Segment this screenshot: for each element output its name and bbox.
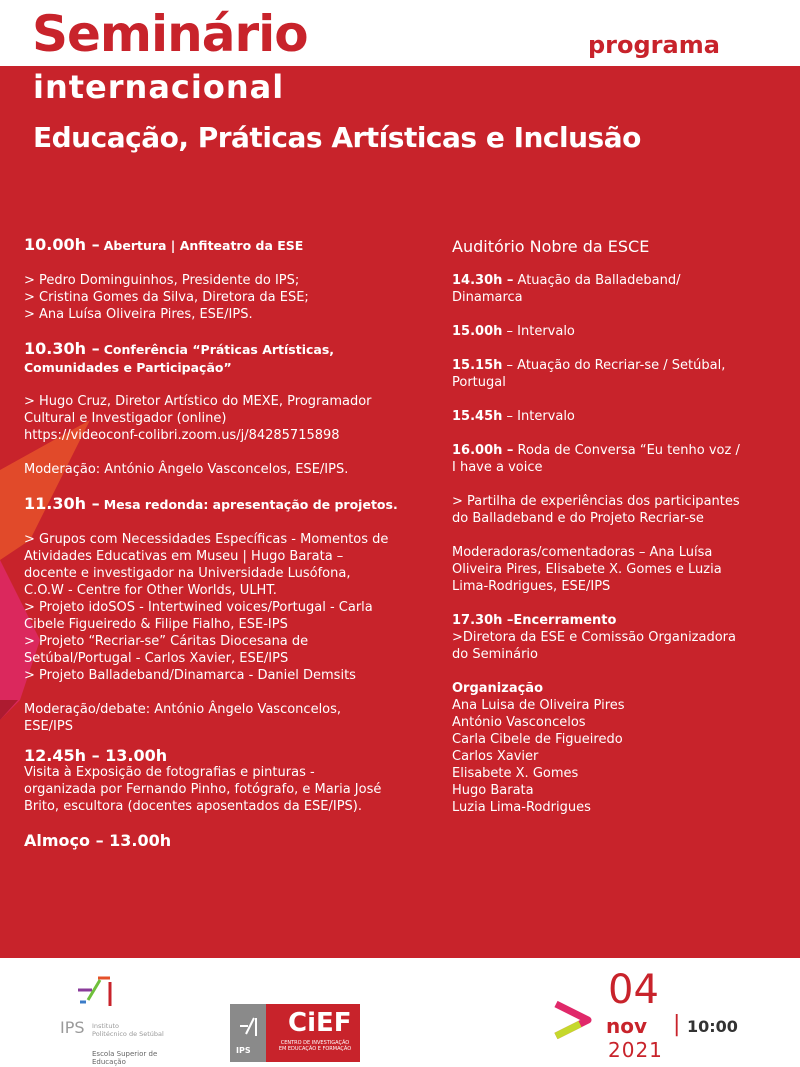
event-month: nov: [606, 1014, 648, 1038]
recriar-item: 15.15h – Atuação do Recriar-se / Setúbal,: [452, 358, 726, 373]
event-year: 2021: [608, 1038, 663, 1062]
event-hour: 10:00: [687, 1017, 738, 1036]
roundtable-line-6: Cibele Figueiredo & Filipe Fialho, ESE-IPS: [24, 617, 288, 632]
organizer-7: Luzia Lima-Rodrigues: [452, 800, 591, 815]
left-column: [24, 236, 420, 849]
moderators-line-3: Lima-Rodrigues, ESE/IPS: [452, 579, 611, 594]
cief-name: CiEF: [288, 1008, 352, 1038]
exhibition-line-3: Brito, escultora (docentes aposentados da ESE/IPS).: [24, 799, 363, 814]
conference-speaker-line-1: > Hugo Cruz, Diretor Artístico do MEXE, Programador: [24, 394, 372, 409]
program-label: programa: [588, 31, 720, 59]
sharing-line-2: do Balladeband e do Projeto Recriar-se: [452, 511, 704, 526]
ips-name: IPS: [60, 1018, 85, 1037]
roundtable-line-3: docente e investigador na Universidade Lusófona,: [24, 566, 351, 581]
closing-heading: 17.30h –Encerramento: [452, 613, 617, 628]
event-day: 04: [608, 967, 659, 1013]
zoom-link[interactable]: https://videoconf-colibri.zoom.us/j/84285715898: [24, 428, 340, 443]
recriar-item-cont: Portugal: [452, 375, 506, 390]
organizer-5: Elisabete X. Gomes: [452, 766, 579, 781]
theme-title: Educação, Práticas Artísticas e Inclusão: [33, 121, 641, 154]
roundtable-line-2: Atividades Educativas em Museu | Hugo Barata –: [24, 549, 344, 564]
ips-institution: Instituto Politécnico de Setúbal: [92, 1022, 164, 1038]
organizer-2: António Vasconcelos: [452, 715, 586, 730]
balladeband-item-cont: Dinamarca: [452, 290, 523, 305]
moderators-line-1: Moderadoras/comentadoras – Ana Luísa: [452, 545, 713, 560]
international-label: internacional: [33, 68, 285, 106]
organizer-1: Ana Luisa de Oliveira Pires: [452, 698, 625, 713]
opening-speaker-3: > Ana Luísa Oliveira Pires, ESE/IPS.: [24, 307, 253, 322]
session-opening-heading: 10.00h – Abertura | Anfiteatro da ESE: [24, 235, 304, 254]
conversation-item: 16.00h – Roda de Conversa “Eu tenho voz /: [452, 443, 740, 458]
conversation-item-cont: I have a voice: [452, 460, 543, 475]
organizer-4: Carlos Xavier: [452, 749, 539, 764]
arrow-chevron-icon: [550, 998, 598, 1046]
roundtable-moderation-2: ESE/IPS: [24, 719, 73, 734]
venue-heading: Auditório Nobre da ESCE: [452, 237, 650, 256]
date-separator: |: [673, 1012, 681, 1037]
balladeband-item: 14.30h – Atuação da Balladeband/: [452, 273, 681, 288]
session-exhibition-heading: 12.45h – 13.00h: [24, 746, 168, 765]
cief-ips-icon: [236, 1012, 262, 1042]
exhibition-line-2: organizada por Fernando Pinho, fotógrafo, e Maria José: [24, 782, 382, 797]
lunch-heading: Almoço – 13.00h: [24, 831, 172, 850]
moderators-line-2: Oliveira Pires, Elisabete X. Gomes e Luzia: [452, 562, 722, 577]
closing-line-2: do Seminário: [452, 647, 538, 662]
session-conference-heading-cont: Comunidades e Participação”: [24, 360, 232, 375]
exhibition-line-1: Visita à Exposição de fotografias e pinturas -: [24, 765, 315, 780]
cief-subtitle: CENTRO DE INVESTIGAÇÃO EM EDUCAÇÃO E FORMAÇÃO: [278, 1040, 352, 1052]
ips-logo-icon: [70, 970, 130, 1015]
session-roundtable-heading: 11.30h – Mesa redonda: apresentação de projetos.: [24, 494, 398, 513]
cief-ips-label: IPS: [236, 1046, 251, 1055]
organizer-6: Hugo Barata: [452, 783, 534, 798]
closing-line-1: >Diretora da ESE e Comissão Organizadora: [452, 630, 736, 645]
roundtable-moderation-1: Moderação/debate: António Ângelo Vasconcelos,: [24, 702, 342, 717]
roundtable-line-1: > Grupos com Necessidades Específicas - Momentos de: [24, 532, 389, 547]
right-column: [452, 238, 792, 816]
ese-name: Escola Superior de Educação: [92, 1050, 158, 1066]
roundtable-line-7: > Projeto “Recriar-se” Cáritas Diocesana de: [24, 634, 309, 649]
break-2: 15.45h – Intervalo: [452, 409, 575, 424]
conference-speaker-line-2: Cultural e Investigador (online): [24, 411, 227, 426]
sharing-line-1: > Partilha de experiências dos participantes: [452, 494, 740, 509]
opening-speaker-1: > Pedro Dominguinhos, Presidente do IPS;: [24, 273, 300, 288]
break-1: 15.00h – Intervalo: [452, 324, 575, 339]
seminar-title: Seminário: [32, 5, 308, 63]
organizer-3: Carla Cibele de Figueiredo: [452, 732, 623, 747]
roundtable-line-4: C.O.W - Centre for Other Worlds, ULHT.: [24, 583, 277, 598]
roundtable-line-9: > Projeto Balladeband/Dinamarca - Daniel Demsits: [24, 668, 356, 683]
conference-moderation: Moderação: António Ângelo Vasconcelos, ESE/IPS.: [24, 462, 349, 477]
opening-speaker-2: > Cristina Gomes da Silva, Diretora da ESE;: [24, 290, 309, 305]
dark-shard: [0, 700, 18, 720]
organization-heading: Organização: [452, 681, 543, 696]
session-conference-heading: 10.30h – Conferência “Práticas Artísticas,: [24, 339, 335, 358]
roundtable-line-5: > Projeto idoSOS - Intertwined voices/Portugal - Carla: [24, 600, 373, 615]
roundtable-line-8: Setúbal/Portugal - Carlos Xavier, ESE/IPS: [24, 651, 289, 666]
